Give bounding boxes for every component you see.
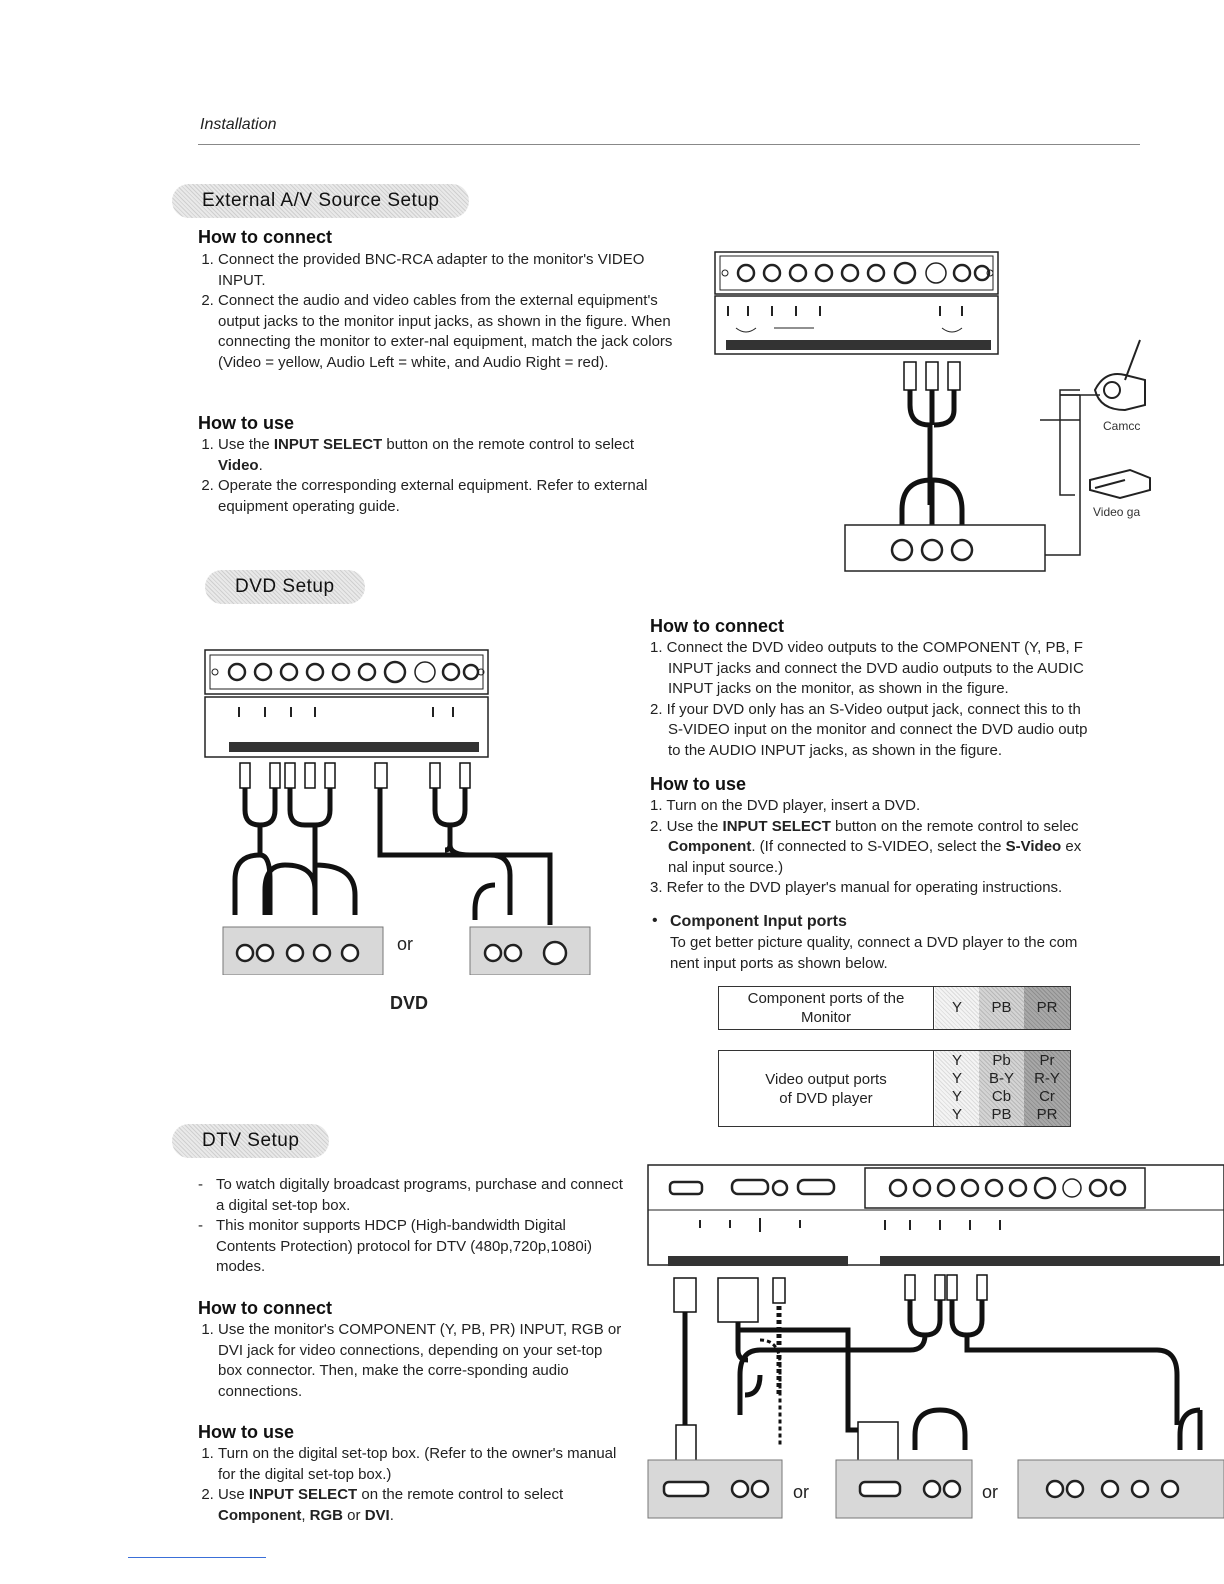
ext-av-connection-diagram <box>700 240 1224 580</box>
table-cell: Y <box>951 1088 962 1105</box>
dtv-connect-step-1: 1. Use the monitor's COMPONENT (Y, PB, PR) INPUT, RGB or DVI jack for video connections, depending on your set-top box connector. Then, make the corre-sponding audio connections. <box>218 1320 630 1402</box>
monitor-jack-panel <box>715 252 998 354</box>
dvd-use-line: 3. Refer to the DVD player's manual for operating instructions. <box>650 879 1063 896</box>
ext-use-step-1: 1. Use the INPUT SELECT button on the remote control to select Video. <box>218 435 668 476</box>
dtv-connect-title: How to connect <box>198 1298 332 1318</box>
table-cell: B-Y <box>988 1070 1014 1087</box>
dvd-section-heading: DVD Setup <box>205 570 365 604</box>
ext-connect-title: How to connect <box>198 227 332 247</box>
table-cell: Cb <box>991 1088 1012 1105</box>
table-cell: Cr <box>1039 1088 1055 1105</box>
table-cell: Y <box>951 1052 962 1069</box>
dvd-use-line: 2. Use the INPUT SELECT button on the remote control to selec <box>650 817 1079 835</box>
dvd-bullet-text: To get better picture quality, connect a DVD player to the com nent input ports as shown below. <box>670 934 1078 972</box>
dvd-connect-title: How to connect <box>650 616 784 636</box>
dtv-or-label-2: or <box>982 1482 999 1502</box>
dvd-use-line: nal input source.) <box>668 858 784 876</box>
dtv-intro-item: - To watch digitally broadcast programs, purchase and connect a digital set-top box. <box>198 1175 628 1216</box>
dvd-use-line: 1. Turn on the DVD player, insert a DVD. <box>650 797 921 814</box>
header-divider <box>198 144 1140 145</box>
ext-use-step-2: 2. Operate the corresponding external equipment. Refer to external equipment operating guide. <box>218 476 668 517</box>
dtv-connection-diagram <box>640 1160 1224 1560</box>
dvd-or-label: or <box>397 934 414 954</box>
dvd-connection-diagram <box>195 645 615 975</box>
dtv-intro <box>198 1175 628 1278</box>
dtv-use-step-2: 2. Use INPUT SELECT on the remote control to select Component, RGB or DVI. <box>218 1485 630 1526</box>
dvd-use-line: Component. (If connected to S-VIDEO, select the S-Video ex <box>668 838 1082 855</box>
table-cell: PR <box>1024 987 1070 1029</box>
dtv-or-label-1: or <box>793 1482 810 1502</box>
dvd-connect-line: 1. Connect the DVD video outputs to the COMPONENT (Y, PB, F <box>650 639 1083 656</box>
ext-use-title: How to use <box>198 413 295 433</box>
video-game-icon <box>1090 470 1150 498</box>
table-cell: PB <box>991 1106 1012 1123</box>
av-source-device <box>845 525 1045 571</box>
video-game-label: Video ga <box>1093 505 1141 519</box>
dvd-connect-steps <box>650 638 1144 761</box>
dvd-connect-line: to the AUDIO INPUT jacks, as shown in the figure. <box>668 741 1003 759</box>
bullet-dot: • <box>652 912 658 929</box>
table-cell: Pr <box>1039 1052 1055 1069</box>
dtv-use-title: How to use <box>198 1422 295 1442</box>
footer-rule <box>128 1557 266 1558</box>
dvd-device-label: DVD <box>390 993 429 1013</box>
table-cell: Y <box>951 1106 962 1123</box>
dtv-connect-steps <box>198 1320 630 1402</box>
ext-use-steps <box>198 435 668 517</box>
table-label: Component ports of the Monitor <box>719 987 934 1029</box>
dvd-use-steps <box>650 796 1144 899</box>
dtv-use-step-1: 1. Turn on the digital set-top box. (Refer to the owner's manual for the digital set-top box.) <box>218 1444 630 1485</box>
table-cell: PR <box>1036 1106 1058 1123</box>
dvd-connect-line: INPUT jacks and connect the DVD audio outputs to the AUDIC <box>668 659 1084 677</box>
table-cell: Y <box>951 1070 962 1087</box>
ext-connect-step-2: 2. Connect the audio and video cables from the external equipment's output jacks to the monitor input jacks, as shown in the figure. When connecting the monitor to exter-nal equipment, match the jack colors (Video = yellow, Audio Left = white, and Audio Right = red). <box>218 291 678 373</box>
table-cell: R-Y <box>1034 1070 1060 1087</box>
ext-section-heading: External A/V Source Setup <box>172 184 469 218</box>
dvd-connect-line: INPUT jacks on the monitor, as shown in the figure. <box>668 680 1009 697</box>
table-cell: Y <box>935 987 979 1029</box>
dvd-connect-line: 2. If your DVD only has an S-Video output jack, connect this to th <box>650 700 1081 718</box>
ext-connect-steps <box>198 250 678 373</box>
dtv-use-steps <box>198 1444 630 1526</box>
dtv-intro-item: - This monitor supports HDCP (High-bandwidth Digital Contents Protection) protocol for DTV (480p,720p,1080i) modes. <box>198 1216 628 1278</box>
dtv-section-heading: DTV Setup <box>172 1124 329 1158</box>
dvd-output-ports-table <box>718 1050 1071 1127</box>
camcorder-label: Camcc <box>1103 419 1141 433</box>
table-cell: Pb <box>992 1052 1011 1069</box>
ext-connect-step-1: 1. Connect the provided BNC-RCA adapter to the monitor's VIDEO INPUT. <box>218 250 678 291</box>
dvd-bullet-title: Component Input ports <box>670 913 847 930</box>
camcorder-icon <box>1095 340 1145 410</box>
table-label: Video output ports of DVD player <box>719 1051 934 1126</box>
component-ports-monitor-table <box>718 986 1071 1030</box>
page-section-title: Installation <box>200 116 277 133</box>
dvd-connect-line: S-VIDEO input on the monitor and connect the DVD audio outp <box>668 721 1088 738</box>
table-cell: PB <box>979 987 1024 1029</box>
dvd-use-title: How to use <box>650 774 747 794</box>
